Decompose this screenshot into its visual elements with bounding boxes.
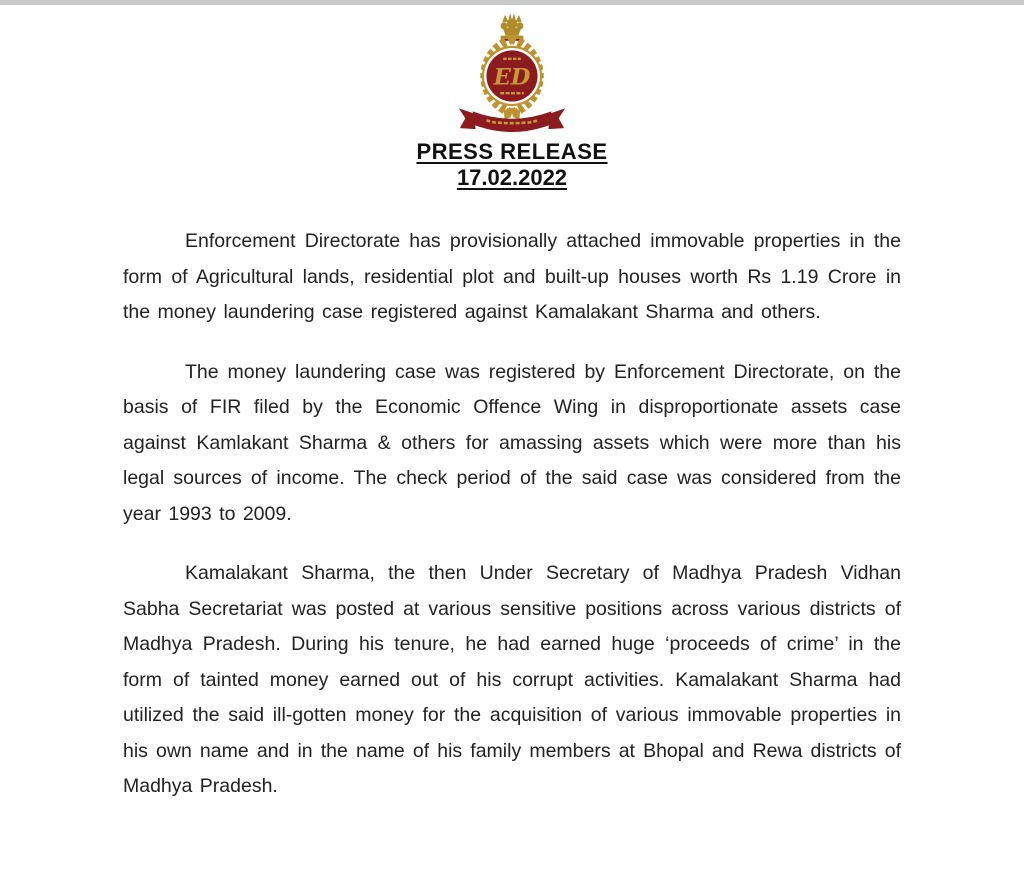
paragraph-attachment-summary: Enforcement Directorate has provisionally attached immovable properties in the form of Agricultural lands, residential plot and built-up houses worth Rs 1.19 Crore in the money laundering case registered against Kamalakant Sharma and others. — [123, 230, 901, 323]
page-top-strip — [0, 0, 1024, 5]
ed-monogram: ED — [493, 64, 531, 91]
press-release-date: 17.02.2022 — [456, 165, 568, 190]
ed-seal — [483, 47, 541, 105]
paragraph-accused-background: Kamalakant Sharma, the then Under Secretary of Madhya Pradesh Vidhan Sabha Secretariat was posted at various sensitive positions across various districts of Madhya Pradesh. During his tenure, he had earned huge ‘proceeds of crime’ in the form of tainted money earned out of his corrupt activities. Kamalakant Sharma had utilized the said ill-gotten money for the acquisition of various immovable properties in his own name and in the name of his family members at Bhopal and Rewa districts of Madhya Pradesh. — [123, 562, 901, 797]
press-release-body — [123, 224, 901, 805]
press-release-title: PRESS RELEASE — [416, 139, 608, 164]
logo-container — [0, 13, 1024, 137]
ed-emblem-logo — [453, 13, 571, 137]
paragraph-case-registration: The money laundering case was registered by Enforcement Directorate, on the basis of FIR filed by the Economic Offence Wing in disproportionate assets case against Kamlakant Sharma & others for amassing assets which were more than his legal sources of income. The check period of the said case was considered from the year 1993 to 2009. — [123, 360, 901, 525]
